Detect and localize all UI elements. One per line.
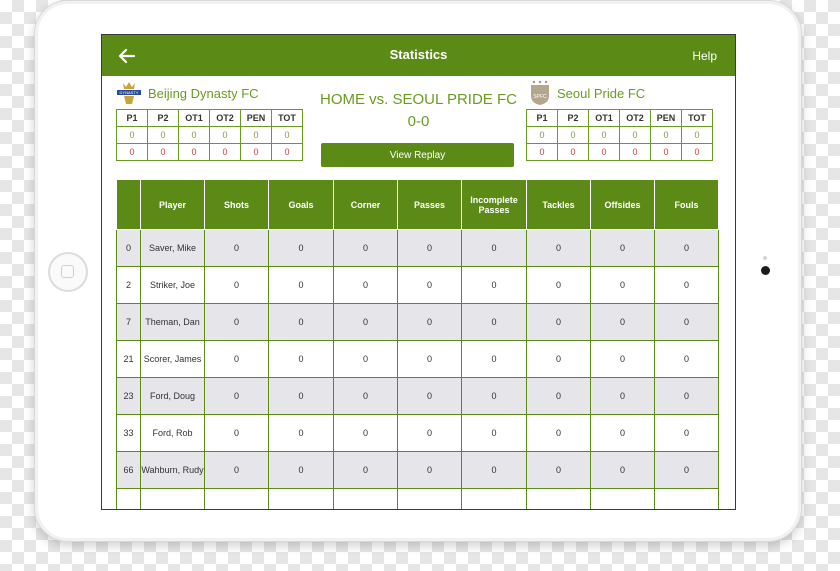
stat-cell: 0 [591,415,655,452]
stat-cell: 0 [334,341,398,378]
player-number: 33 [117,415,141,452]
stat-cell [527,489,591,511]
stat-cell: 0 [527,415,591,452]
away-team-name: Seoul Pride FC [557,85,646,101]
player-name: Ford, Rob [141,415,205,452]
score-cell: 0 [148,127,179,144]
stat-cell: 0 [462,267,527,304]
stat-cell: 0 [205,452,269,489]
col-header: PEN [241,110,272,127]
col-header: PEN [651,110,682,127]
score-cell: 0 [620,144,651,161]
col-header: TOT [682,110,713,127]
player-stats-table [116,180,719,510]
player-row[interactable] [117,267,719,304]
score-cell: 0 [117,144,148,161]
stat-cell: 0 [591,341,655,378]
player-row[interactable] [117,341,719,378]
score-cell: 0 [210,127,241,144]
stat-cell: 0 [398,304,462,341]
stat-cell: 0 [205,415,269,452]
stat-cell: 0 [591,378,655,415]
stat-cell: 0 [205,267,269,304]
stat-cell: 0 [462,378,527,415]
col-header: P2 [558,110,589,127]
stat-cell: 0 [591,230,655,267]
col-header: TOT [272,110,303,127]
stat-cell [334,489,398,511]
score-cell: 0 [241,144,272,161]
score-cell: 0 [651,144,682,161]
svg-text:DYNASTY: DYNASTY [119,90,139,95]
stat-cell: 0 [269,452,334,489]
stats-col-header: Shots [205,180,269,230]
col-header: OT1 [179,110,210,127]
player-name: Wahburn, Rudy [141,452,205,489]
stat-cell: 0 [398,378,462,415]
stat-cell: 0 [334,267,398,304]
score-cell: 0 [682,127,713,144]
stat-cell: 0 [462,452,527,489]
stat-cell: 0 [591,267,655,304]
score-cell: 0 [179,144,210,161]
player-number: 66 [117,452,141,489]
score-cell: 0 [527,127,558,144]
player-row[interactable] [117,452,719,489]
stat-cell: 0 [334,230,398,267]
stat-cell: 0 [527,341,591,378]
stat-cell: 0 [462,230,527,267]
score-cell: 0 [558,144,589,161]
stats-col-header: Incomplete Passes [462,180,527,230]
score-cell: 0 [589,144,620,161]
stat-cell: 0 [462,415,527,452]
stat-cell: 0 [655,415,719,452]
stat-cell: 0 [334,378,398,415]
away-score-table [526,109,713,161]
player-number: 23 [117,378,141,415]
stat-cell: 0 [398,341,462,378]
player-name: Ford, Doug [141,378,205,415]
stat-cell: 0 [398,230,462,267]
top-bar [102,35,735,76]
stat-cell: 0 [655,230,719,267]
stat-cell: 0 [655,378,719,415]
stat-cell: 0 [269,415,334,452]
stat-cell: 0 [527,230,591,267]
score-cell: 0 [117,127,148,144]
score-cell: 0 [272,127,303,144]
match-score: 0-0 [407,113,430,130]
player-row[interactable] [117,378,719,415]
col-header: OT2 [210,110,241,127]
stat-cell: 0 [205,341,269,378]
stat-cell: 0 [527,304,591,341]
stat-cell [591,489,655,511]
col-header: OT1 [589,110,620,127]
player-name: Saver, Mike [141,230,205,267]
stat-cell: 0 [462,304,527,341]
stat-cell: 0 [334,304,398,341]
stat-cell: 0 [655,452,719,489]
stat-cell: 0 [269,378,334,415]
stat-cell: 0 [655,341,719,378]
app-screen [101,34,736,510]
player-number: 7 [117,304,141,341]
player-number: 2 [117,267,141,304]
away-team-header [529,79,645,107]
stat-cell: 0 [334,415,398,452]
stats-col-header: Corner [334,180,398,230]
dynasty-logo-icon [116,80,142,106]
sensor-dot [763,256,767,260]
player-name: Theman, Dan [141,304,205,341]
stat-cell [205,489,269,511]
stats-col-header: Goals [269,180,334,230]
home-team-header [116,79,259,107]
score-cell: 0 [589,127,620,144]
player-row[interactable] [117,489,719,511]
col-header: P2 [148,110,179,127]
stat-cell: 0 [205,378,269,415]
stat-cell: 0 [527,378,591,415]
view-replay-button[interactable]: View Replay [321,143,514,167]
stat-cell: 0 [591,452,655,489]
stat-cell: 0 [269,304,334,341]
score-cell: 0 [179,127,210,144]
stat-cell: 0 [205,230,269,267]
col-header: P1 [527,110,558,127]
player-number: 0 [117,230,141,267]
col-header: P1 [117,110,148,127]
spfc-logo-icon [529,80,551,106]
player-name: Striker, Joe [141,267,205,304]
stat-cell: 0 [205,304,269,341]
score-cell: 0 [558,127,589,144]
help-link[interactable]: Help [692,49,717,63]
score-cell: 0 [241,127,272,144]
stat-cell [269,489,334,511]
stat-cell: 0 [398,452,462,489]
stats-col-header: Tackles [527,180,591,230]
stat-cell: 0 [527,267,591,304]
stat-cell: 0 [269,341,334,378]
score-cell: 0 [620,127,651,144]
score-cell: 0 [210,144,241,161]
home-team-name: Beijing Dynasty FC [148,85,259,101]
stat-cell: 0 [527,452,591,489]
match-title: HOME vs. SEOUL PRIDE FC [320,91,517,108]
player-row[interactable] [117,304,719,341]
player-name: Scorer, James [141,341,205,378]
stat-cell: 0 [462,341,527,378]
stat-cell [141,489,205,511]
stat-cell: 0 [334,452,398,489]
stat-cell: 0 [655,267,719,304]
stats-col-header: Fouls [655,180,719,230]
home-button[interactable] [48,252,88,292]
camera [761,266,770,275]
stat-cell: 0 [269,267,334,304]
score-cell: 0 [272,144,303,161]
score-cell: 0 [651,127,682,144]
page-title: Statistics [389,47,448,62]
stat-cell: 0 [398,415,462,452]
score-cell: 0 [527,144,558,161]
stat-cell [655,489,719,511]
stats-col-header: Offsides [591,180,655,230]
player-row[interactable] [117,230,719,267]
player-row[interactable] [117,415,719,452]
stat-cell: 0 [398,267,462,304]
stat-cell [462,489,527,511]
stats-col-header: Passes [398,180,462,230]
home-score-table [116,109,303,161]
score-cell: 0 [148,144,179,161]
score-cell: 0 [682,144,713,161]
svg-text:SPFC: SPFC [533,94,547,100]
player-number: 21 [117,341,141,378]
stat-cell: 0 [269,230,334,267]
stat-cell [398,489,462,511]
stats-col-header: Player [141,180,205,230]
col-header: OT2 [620,110,651,127]
stats-col-header [117,180,141,230]
stat-cell: 0 [591,304,655,341]
stat-cell: 0 [655,304,719,341]
stat-cell [117,489,141,511]
